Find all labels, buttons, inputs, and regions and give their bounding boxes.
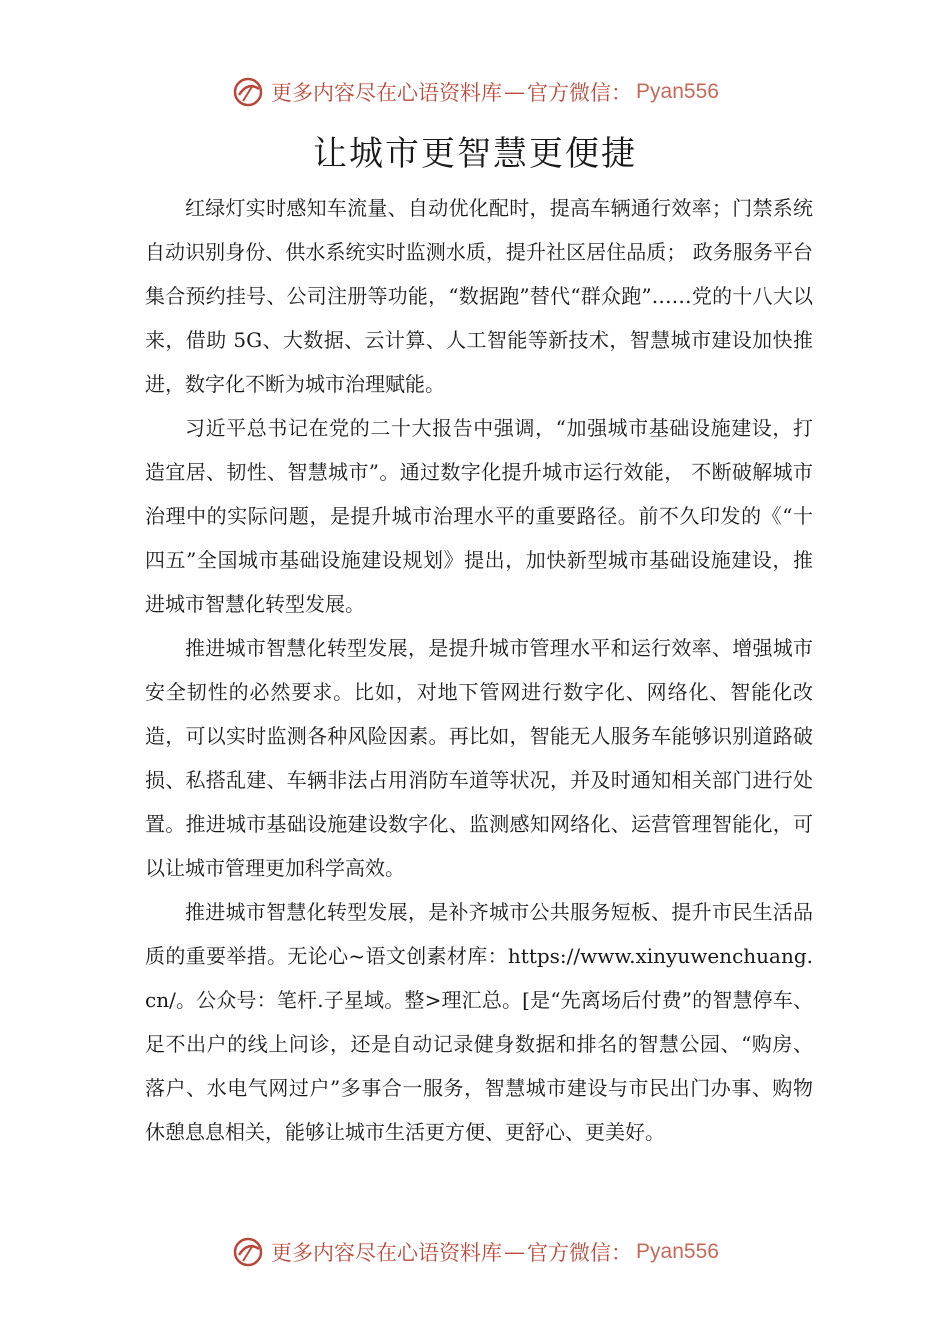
banner-separator: —	[504, 80, 526, 104]
paragraph-1: 红绿灯实时感知车流量、自动优化配时，提高车辆通行效率；门禁系统自动识别身份、供水系统实时监测水质，提升社区居住品质； 政务服务平台集合预约挂号、公司注册等功能，“数据跑”替代“群众跑”……党的十八大以来，借助 5G、大数据、云计算、人工智能等新技术，智慧城市建设加快推进，数字化不断为城市治理赋能。	[145, 196, 813, 396]
logo-icon	[231, 75, 265, 109]
banner-wechat-id: Pyan556	[636, 80, 719, 103]
banner-separator: —	[504, 1240, 526, 1264]
article-body	[145, 186, 813, 1154]
banner-wechat-label: 官方微信：	[527, 1241, 633, 1265]
footer-banner	[0, 1232, 950, 1272]
logo-icon	[231, 1235, 265, 1269]
page-title: 让城市更智慧更便捷	[313, 134, 637, 174]
paragraph-2: 习近平总书记在党的二十大报告中强调，“加强城市基础设施建设，打造宜居、韧性、智慧城市”。通过数字化提升城市运行效能， 不断破解城市治理中的实际问题，是提升城市治理水平的重要路径。前不久印发的《“十四五”全国城市基础设施建设规划》提出，加快新型城市基础设施建设，推进城市智慧化转型发展。	[145, 416, 813, 616]
banner-text: 更多内容尽在心语资料库	[271, 1241, 503, 1265]
header-banner	[0, 72, 950, 112]
paragraph-3: 推进城市智慧化转型发展，是提升城市管理水平和运行效率、增强城市安全韧性的必然要求。比如，对地下管网进行数字化、网络化、智能化改造，可以实时监测各种风险因素。再比如，智能无人服务车能够识别道路破损、私搭乱建、车辆非法占用消防车道等状况，并及时通知相关部门进行处置。推进城市基础设施建设数字化、监测感知网络化、运营管理智能化，可以让城市管理更加科学高效。	[145, 636, 813, 880]
banner-text: 更多内容尽在心语资料库	[271, 81, 503, 105]
banner-wechat-label: 官方微信：	[527, 81, 633, 105]
paragraph-4: 推进城市智慧化转型发展，是补齐城市公共服务短板、提升市民生活品质的重要举措。无论心~语文创素材库：https://www.xinyuwenchuang.cn/。公众号：笔杆.子星域。整>理汇总。[是“先离场后付费”的智慧停车、足不出户的线上问诊，还是自动记录健身数据和排名的智慧公园、“购房、落户、水电气网过户”多事合一服务，智慧城市建设与市民出门办事、购物休憩息息相关，能够让城市生活更方便、更舒心、更美好。	[145, 900, 813, 1144]
banner-wechat-id: Pyan556	[636, 1240, 719, 1263]
